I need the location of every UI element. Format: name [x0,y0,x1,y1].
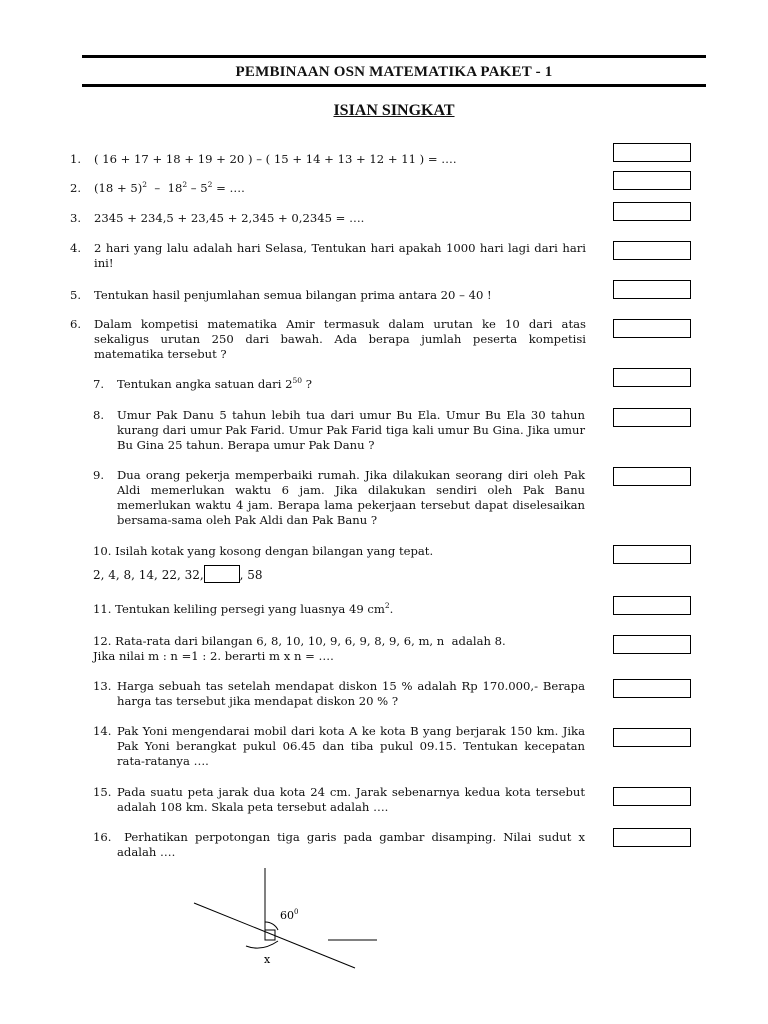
question-text: Perhatikan perpotongan tiga garis pada gambar disamping. Nilai sudut x adalah …. [117,830,589,859]
answer-box-5[interactable] [613,280,691,299]
answer-box-12[interactable] [613,635,691,654]
answer-box-9[interactable] [613,467,691,486]
question-text: Dalam kompetisi matematika Amir termasuk dalam urutan ke 10 dari atas sekaligus urutan 250 dari bawah. Ada berapa jumlah peserta kompetisi matematika tersebut ? [94,317,586,361]
question-number: 6. [70,317,82,331]
header-bottom-rule [82,84,706,87]
angle-x-label: x [264,953,271,966]
answer-box-16[interactable] [613,828,691,847]
question-number: 1. [70,152,82,166]
angle-60-arc [265,922,278,930]
question-text: 2 hari yang lalu adalah hari Selasa, Tentukan hari apakah 1000 hari lagi dari hari ini! [94,241,586,270]
question-text: Tentukan hasil penjumlahan semua bilangan prima antara 20 – 40 ! [94,288,492,302]
question-text: 12. Rata-rata dari bilangan 6, 8, 10, 10, 9, 6, 9, 8, 9, 6, m, n adalah 8. [93,634,506,648]
answer-box-14[interactable] [613,728,691,747]
answer-box-13[interactable] [613,679,691,698]
question-text: Pak Yoni mengendarai mobil dari kota A ke kota B yang berjarak 150 km. Jika Pak Yoni berangkat pukul 06.45 dan tiba pukul 09.15. Tentukan kecepatan rata-ratanya …. [117,724,585,768]
question-number: 9. [93,468,105,482]
answer-box-2[interactable] [613,171,691,190]
question-text: 10. Isilah kotak yang kosong dengan bilangan yang tepat. [93,544,434,558]
question-text: $(18 + 5)^2 - 18^2 - 5^2$ = …. [94,180,245,195]
angle-x-arc [246,941,278,948]
question-number: 4. [70,241,82,255]
header-top-rule [82,55,706,58]
page-title: PEMBINAAN OSN MATEMATIKA PAKET - 1 [235,64,553,80]
question-number: 2. [70,181,82,195]
answer-box-10[interactable] [613,545,691,564]
answer-box-8[interactable] [613,408,691,427]
angle-60-label: $60^0$ [280,908,299,922]
section-title: ISIAN SINGKAT [333,102,455,119]
question-text: Dua orang pekerja memperbaiki rumah. Jika dilakukan seorang diri oleh Pak Aldi memerlukan waktu 6 jam. Jika dilakukan sendiri oleh Pak Banu memerlukan waktu 4 jam. Berapa lama pekerjaan tersebut dapat diselesaikan bersama-sama oleh Pak Aldi dan Pak Banu ? [117,468,585,527]
question-text: 2345 + 234,5 + 23,45 + 2,345 + 0,2345 = …. [94,211,365,225]
answer-box-6[interactable] [613,319,691,338]
answer-box-3[interactable] [613,202,691,221]
question-number: 8. [93,408,105,422]
question-text: Pada suatu peta jarak dua kota 24 cm. Jarak sebenarnya kedua kota tersebut adalah 108 km. Skala peta tersebut adalah …. [117,785,585,814]
question-text: 11. Tentukan keliling persegi yang luasnya 49 $cm^2$. [93,601,394,616]
intersecting-lines-figure [190,868,390,978]
question-text: Tentukan angka satuan dari $2^{50}$ ? [117,376,312,391]
answer-box-15[interactable] [613,787,691,806]
question-text: ( 16 + 17 + 18 + 19 + 20 ) – ( 15 + 14 + 13 + 12 + 11 ) = …. [94,152,457,166]
question-number: 14. [93,724,112,738]
answer-box-1[interactable] [613,143,691,162]
question-number: 16. [93,830,112,844]
question-number: 7. [93,377,105,391]
answer-box-7[interactable] [613,368,691,387]
sequence-blank-box[interactable] [204,565,240,583]
question-text: Harga sebuah tas setelah mendapat diskon 15 % adalah Rp 170.000,- Berapa harga tas tersebut jika mendapat diskon 20 % ? [117,679,585,708]
question-number: 3. [70,211,82,225]
question-number: 13. [93,679,112,693]
question-text: Umur Pak Danu 5 tahun lebih tua dari umur Bu Ela. Umur Bu Ela 30 tahun kurang dari umur Pak Farid. Umur Pak Farid tiga kali umur Bu Gina. Jika umur Bu Gina 25 tahun. Berapa umur Pak Danu ? [117,408,585,452]
answer-box-11[interactable] [613,596,691,615]
question-number: 15. [93,785,112,799]
answer-box-4[interactable] [613,241,691,260]
question-number: 5. [70,288,82,302]
